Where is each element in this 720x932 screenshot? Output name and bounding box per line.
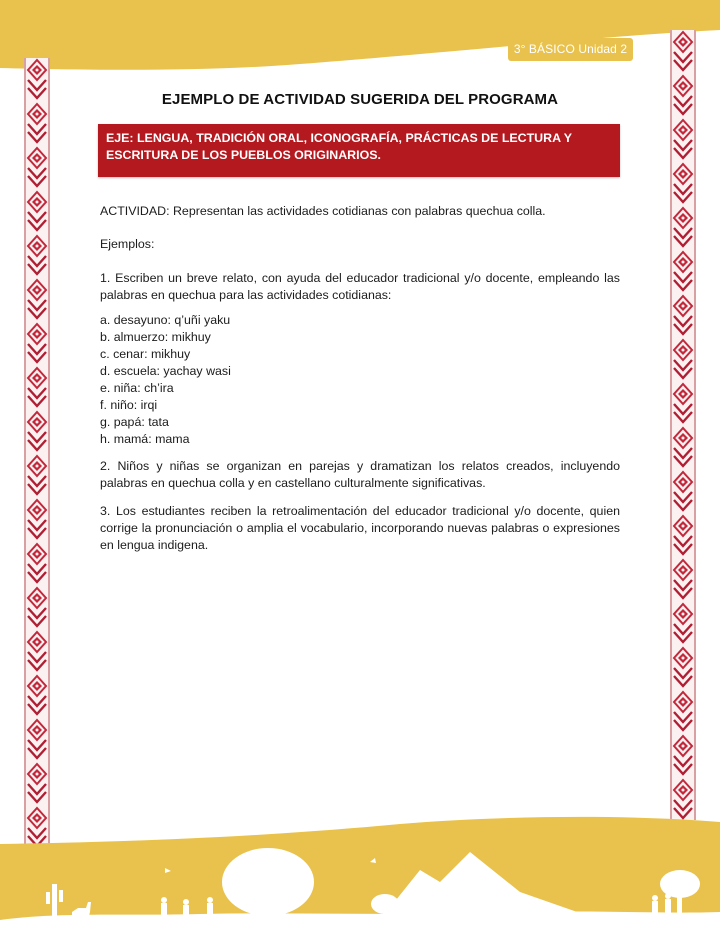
vocabulary-list xyxy=(100,312,400,448)
vocab-item: h. mamá: mama xyxy=(100,432,190,446)
vocab-item: a. desayuno: q’uñi yaku xyxy=(100,313,231,327)
step-3: 3. Los estudiantes reciben la retroalimentación del educador tradicional y/o docente, quien corrige la pronunciación o amplia el vocabulario, incorporando nuevas palabras o expresiones en lengua indigena. xyxy=(100,504,620,552)
vocab-item: f. niño: irqi xyxy=(100,398,158,412)
page-title: EJEMPLO DE ACTIVIDAD SUGERIDA DEL PROGRAMA xyxy=(161,91,559,108)
vocab-item: g. papá: tata xyxy=(100,415,169,429)
axis-banner xyxy=(98,124,620,177)
unit-badge: 3° BÁSICO Unidad 2 xyxy=(508,38,633,61)
altiplano-landscape-silhouette-icon xyxy=(0,812,720,932)
step-1: 1. Escriben un breve relato, con ayuda del educador tradicional y/o docente, empleando las palabras en quechua para las actividades cotidianas: xyxy=(100,271,620,302)
vocab-item: e. niña: ch’ira xyxy=(100,381,174,395)
step-2: 2. Niños y niñas se organizan en parejas y dramatizan los relatos creados, incluyendo palabras en quechua colla y en castellano culturalmente significativas. xyxy=(100,459,620,490)
right-textile-border-icon xyxy=(670,30,696,820)
examples-label: Ejemplos: xyxy=(100,237,155,251)
vocab-item: c. cenar: mikhuy xyxy=(100,347,191,361)
left-textile-border-icon xyxy=(24,58,50,846)
vocab-item: d. escuela: yachay wasi xyxy=(100,364,231,378)
vocab-item: b. almuerzo: mikhuy xyxy=(100,330,211,344)
activity-statement: ACTIVIDAD: Representan las actividades cotidianas con palabras quechua colla. xyxy=(100,204,546,218)
axis-banner-text: EJE: LENGUA, TRADICIÓN ORAL, ICONOGRAFÍA, PRÁCTICAS DE LECTURA Y ESCRITURA DE LOS PUEBLOS ORIGINARIOS. xyxy=(106,131,572,162)
